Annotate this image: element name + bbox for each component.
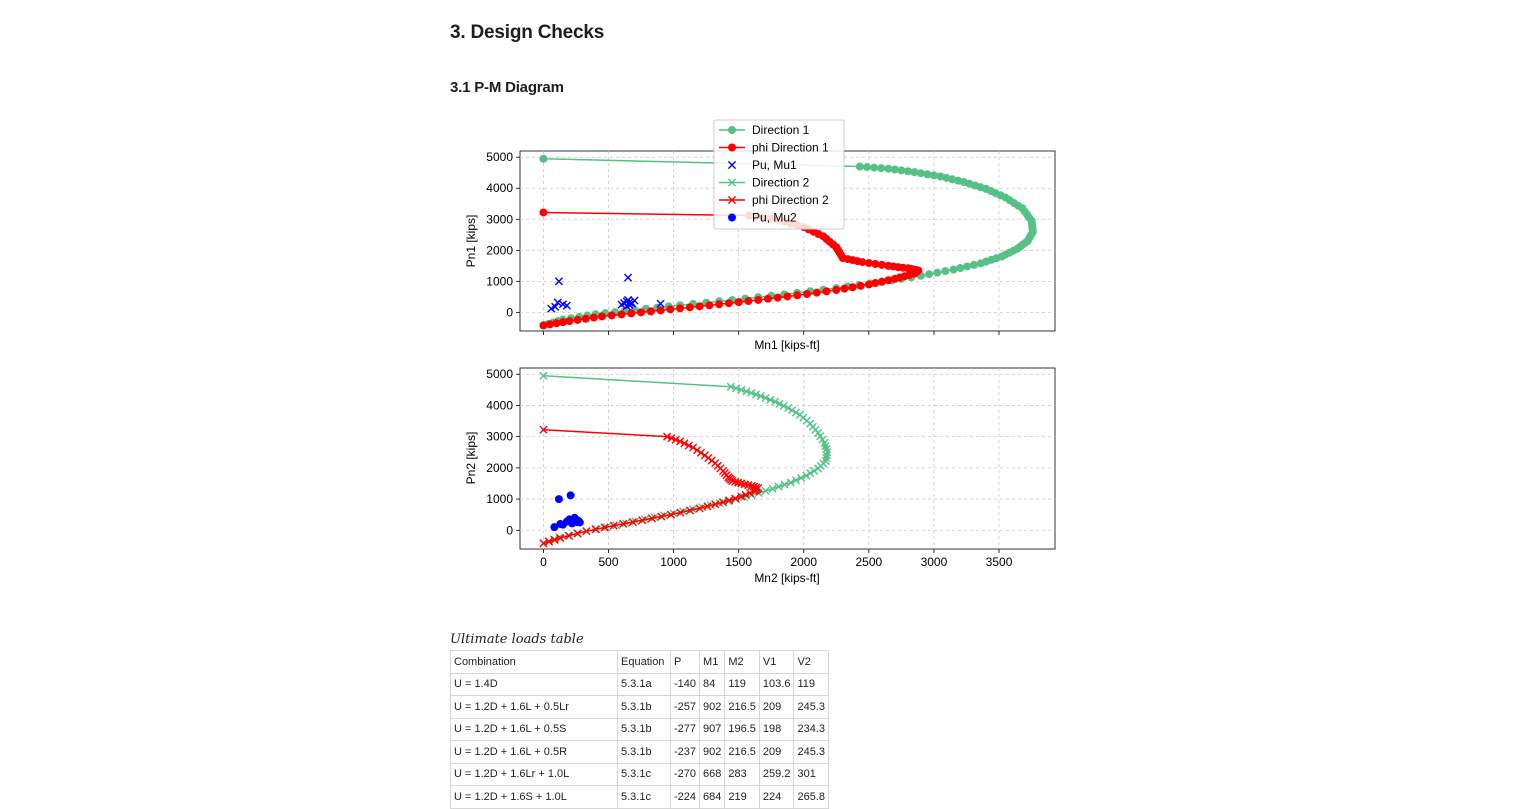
table-cell: 219 — [725, 786, 760, 809]
y-tick-label: 0 — [506, 305, 513, 320]
data-point — [949, 266, 957, 274]
legend-label: phi Direction 1 — [752, 140, 829, 155]
table-cell: U = 1.2D + 1.6L + 0.5R — [451, 741, 618, 764]
table-cell: 196.5 — [725, 718, 760, 741]
table-cell: 684 — [700, 786, 725, 809]
table-row — [451, 696, 829, 719]
data-point — [941, 267, 949, 275]
x-tick-label: 1000 — [660, 555, 687, 569]
table-cell: 245.3 — [794, 741, 829, 764]
data-point — [590, 314, 598, 322]
plot-area-bottom — [520, 368, 1055, 549]
data-point — [754, 296, 762, 304]
data-point — [933, 269, 941, 277]
y-tick-label: 3000 — [486, 212, 513, 227]
legend-label: Direction 2 — [752, 175, 810, 190]
data-point — [582, 315, 590, 323]
data-point — [539, 208, 547, 216]
data-point — [977, 259, 985, 267]
data-point — [956, 264, 964, 272]
table-row — [451, 763, 829, 786]
table-cell: 209 — [759, 696, 794, 719]
x-tick-label: 2000 — [790, 555, 818, 569]
data-point — [555, 495, 563, 503]
table-body — [451, 673, 829, 808]
data-point — [764, 295, 772, 303]
table-row — [451, 741, 829, 764]
column-header: V1 — [759, 651, 794, 674]
table-cell: U = 1.2D + 1.6Lr + 1.0L — [451, 763, 618, 786]
table-cell: 902 — [700, 741, 725, 764]
table-cell: -257 — [671, 696, 700, 719]
data-point — [574, 316, 582, 324]
data-point — [784, 292, 792, 300]
table-cell: 84 — [700, 673, 725, 696]
table-cell: 259.2 — [759, 763, 794, 786]
data-point — [567, 491, 575, 499]
x-tick-label: 2500 — [855, 555, 883, 569]
data-point — [735, 298, 743, 306]
table-cell: 5.3.1a — [618, 673, 671, 696]
data-point — [715, 300, 723, 308]
table-cell: 5.3.1b — [618, 718, 671, 741]
data-point — [813, 289, 821, 297]
data-point — [823, 287, 831, 295]
table-cell: -140 — [671, 673, 700, 696]
data-point — [725, 299, 733, 307]
table-cell: 283 — [725, 763, 760, 786]
column-header: M1 — [700, 651, 725, 674]
table-cell: 902 — [700, 696, 725, 719]
table-cell: 119 — [725, 673, 760, 696]
data-point — [803, 290, 811, 298]
y-tick-label: 1000 — [486, 492, 513, 507]
data-point — [863, 163, 871, 171]
data-point — [840, 285, 848, 293]
data-point — [832, 286, 840, 294]
y-axis-label-top: Pn1 [kips] — [464, 214, 478, 268]
data-point — [666, 305, 674, 313]
data-point — [676, 304, 684, 312]
pm-diagram-figure — [450, 110, 1070, 600]
data-point — [857, 282, 865, 290]
ultimate-loads-table — [450, 650, 829, 809]
data-point — [963, 262, 971, 270]
table-row — [451, 786, 829, 809]
table-cell: -237 — [671, 741, 700, 764]
data-point — [598, 312, 606, 320]
x-ticks-bottom — [540, 549, 1013, 569]
table-cell: 216.5 — [725, 696, 760, 719]
data-point — [925, 270, 933, 278]
y-ticks-top — [486, 150, 520, 319]
data-point — [568, 519, 576, 527]
data-point — [686, 303, 694, 311]
x-tick-label: 3500 — [985, 555, 1013, 569]
x-tick-label: 3000 — [920, 555, 948, 569]
data-point — [793, 291, 801, 299]
y-tick-label: 2000 — [486, 243, 513, 258]
y-tick-label: 5000 — [486, 150, 513, 165]
legend-label: phi Direction 2 — [752, 193, 829, 207]
subsection-heading: 3.1 P-M Diagram — [450, 79, 564, 96]
legend-marker — [728, 214, 736, 222]
x-axis-label-top: Mn1 [kips-ft] — [754, 338, 820, 352]
table-cell: 265.8 — [794, 786, 829, 809]
data-point — [856, 163, 864, 171]
y-ticks-bottom — [486, 367, 520, 537]
x-tick-label: 1500 — [725, 555, 753, 569]
table-header-row — [451, 651, 829, 674]
y-tick-label: 3000 — [486, 429, 513, 444]
table-cell: 209 — [759, 741, 794, 764]
table-row — [451, 718, 829, 741]
data-point — [559, 521, 567, 529]
data-point — [696, 302, 704, 310]
y-tick-label: 1000 — [486, 274, 513, 289]
data-point — [608, 311, 616, 319]
table-cell: U = 1.4D — [451, 673, 618, 696]
data-point — [647, 307, 655, 315]
legend-marker — [728, 126, 736, 134]
table-cell: 5.3.1b — [618, 741, 671, 764]
section-heading: 3. Design Checks — [450, 22, 605, 43]
table-cell: 5.3.1c — [618, 786, 671, 809]
x-tick-label: 0 — [540, 555, 547, 569]
data-point — [539, 321, 547, 329]
y-tick-label: 2000 — [486, 460, 513, 475]
x-tick-label: 500 — [598, 555, 619, 569]
x-ticks-top — [543, 331, 999, 335]
table-cell: 198 — [759, 718, 794, 741]
y-tick-label: 4000 — [486, 181, 513, 196]
legend — [714, 120, 844, 229]
y-tick-label: 4000 — [486, 398, 513, 413]
table-cell: 224 — [759, 786, 794, 809]
data-point — [849, 283, 857, 291]
legend-label: Pu, Mu1 — [752, 158, 797, 172]
table-cell: 216.5 — [725, 741, 760, 764]
column-header: V2 — [794, 651, 829, 674]
table-cell: 668 — [700, 763, 725, 786]
data-point — [539, 155, 547, 163]
table-cell: 5.3.1b — [618, 696, 671, 719]
legend-label: Pu, Mu2 — [752, 210, 797, 225]
table-cell: 245.3 — [794, 696, 829, 719]
table-cell: 234.3 — [794, 718, 829, 741]
data-point — [774, 294, 782, 302]
data-point — [618, 310, 626, 318]
table-cell: U = 1.2D + 1.6L + 0.5Lr — [451, 696, 618, 719]
table-cell: -277 — [671, 718, 700, 741]
legend-marker — [728, 144, 736, 152]
chart-bottom — [464, 367, 1055, 585]
column-header: P — [671, 651, 700, 674]
legend-label: Direction 1 — [752, 123, 810, 137]
y-tick-label: 5000 — [486, 367, 513, 382]
table-cell: 5.3.1c — [618, 763, 671, 786]
table-cell: 119 — [794, 673, 829, 696]
column-header: M2 — [725, 651, 760, 674]
table-caption: Ultimate loads table — [450, 632, 584, 647]
table-cell: 907 — [700, 718, 725, 741]
y-tick-label: 0 — [506, 523, 513, 538]
table-cell: U = 1.2D + 1.6L + 0.5S — [451, 718, 618, 741]
data-point — [877, 164, 885, 172]
data-point — [657, 306, 665, 314]
data-point — [865, 280, 873, 288]
data-point — [627, 309, 635, 317]
table-cell: -270 — [671, 763, 700, 786]
table-row — [451, 673, 829, 696]
column-header: Equation — [618, 651, 671, 674]
data-point — [637, 308, 645, 316]
column-header: Combination — [451, 651, 618, 674]
table-cell: -224 — [671, 786, 700, 809]
data-point — [870, 164, 878, 172]
x-axis-label-bottom: Mn2 [kips-ft] — [754, 571, 820, 585]
data-point — [705, 301, 713, 309]
table-cell: U = 1.2D + 1.6S + 1.0L — [451, 786, 618, 809]
y-axis-label-bottom: Pn2 [kips] — [464, 431, 478, 485]
data-point — [744, 297, 752, 305]
table-cell: 103.6 — [759, 673, 794, 696]
data-point — [970, 261, 978, 269]
table-cell: 301 — [794, 763, 829, 786]
